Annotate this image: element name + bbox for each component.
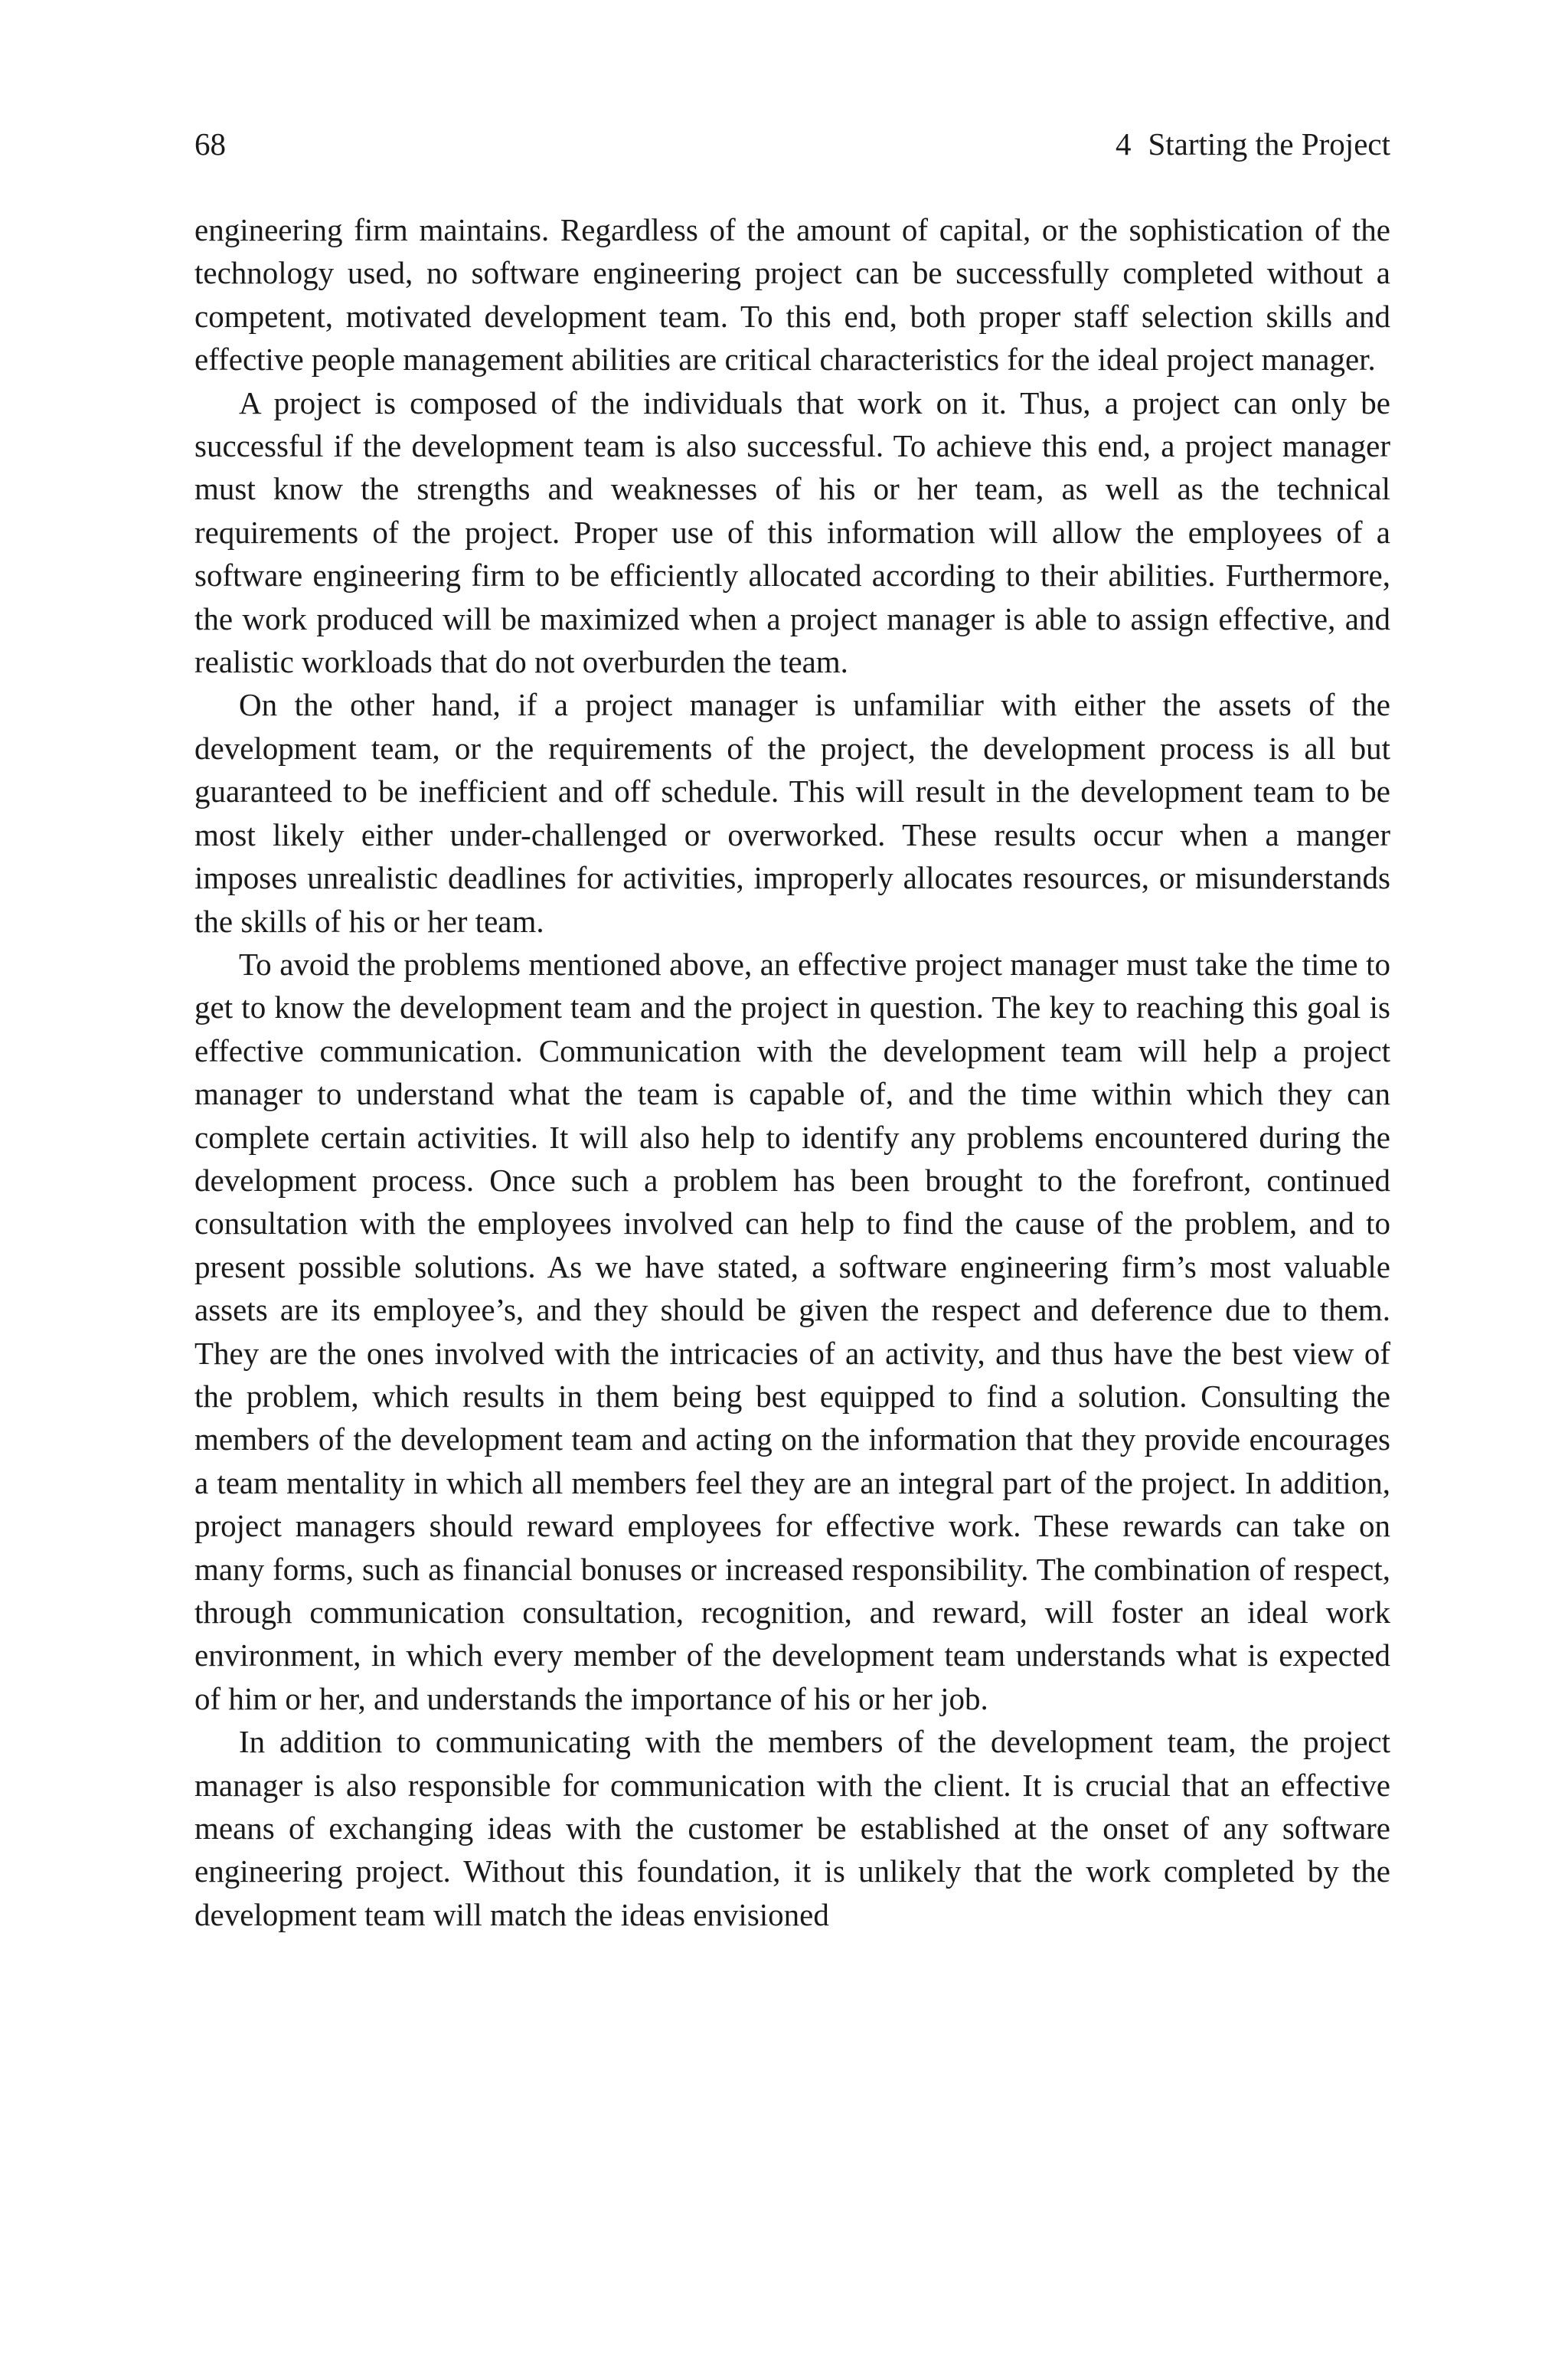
chapter-running-title <box>1116 123 1390 165</box>
running-head <box>194 123 1390 165</box>
paragraph: engineering firm maintains. Regardless of the amount of capital, or the sophistication of the technology used, no software engineering project can be successfully completed without a competent, motivated development team. To this end, both proper staff selection skills and effective people management abilities are critical characteristics for the ideal project manager. <box>194 212 1390 378</box>
body-text <box>194 208 1390 1936</box>
paragraph: To avoid the problems mentioned above, an effective project manager must take the time to get to know the development team and the project in question. The key to reaching this goal is effective communication. Communication with the development team will help a project manager to understand what the team is capable of, and the time within which they can complete certain activities. It will also help to identify any problems encountered during the development process. Once such a problem has been brought to the forefront, continued consultation with the employees involved can help to find the cause of the problem, and to present possible solutions. As we have stated, a software engineering firm’s most valuable assets are its employee’s, and they should be given the respect and deference due to them. They are the ones involved with the intricacies of an activity, and thus have the best view of the problem, which results in them being best equipped to find a solution. Consulting the members of the development team and acting on the information that they provide encourages a team mentality in which all members feel they are an integral part of the project. In addition, project managers should reward employees for effective work. These rewards can take on many forms, such as financial bonuses or increased responsibility. The combination of respect, through communication consultation, recognition, and reward, will foster an ideal work environment, in which every member of the development team understands what is expected of him or her, and understands the importance of his or her job. <box>194 946 1390 1716</box>
page-number: 68 <box>194 126 226 162</box>
paragraph: A project is composed of the individuals that work on it. Thus, a project can only be successful if the development team is also successful. To achieve this end, a project manager must know the strengths and weaknesses of his or her team, as well as the technical requirements of the project. Proper use of this information will allow the employees of a software engineering firm to be efficiently allocated according to their abilities. Furthermore, the work produced will be maximized when a project manager is able to assign effective, and realistic workloads that do not overburden the team. <box>194 384 1390 680</box>
paragraph: In addition to communicating with the members of the development team, the project manager is also responsible for communication with the client. It is crucial that an effective means of exchanging ideas with the customer be established at the onset of any software engineering project. Without this foundation, it is unlikely that the work completed by the development team will match the ideas envisioned <box>194 1724 1390 1932</box>
paragraph: On the other hand, if a project manager is unfamiliar with either the assets of the development team, or the requirements of the project, the development process is all but guaranteed to be inefficient and off schedule. This will result in the development team to be most likely either under-challenged or overworked. These results occur when a manger imposes unrealistic deadlines for activities, improperly allocates resources, or misunderstands the skills of his or her team. <box>194 687 1390 939</box>
chapter-number: 4 <box>1115 126 1132 162</box>
chapter-title: Starting the Project <box>1148 126 1390 162</box>
